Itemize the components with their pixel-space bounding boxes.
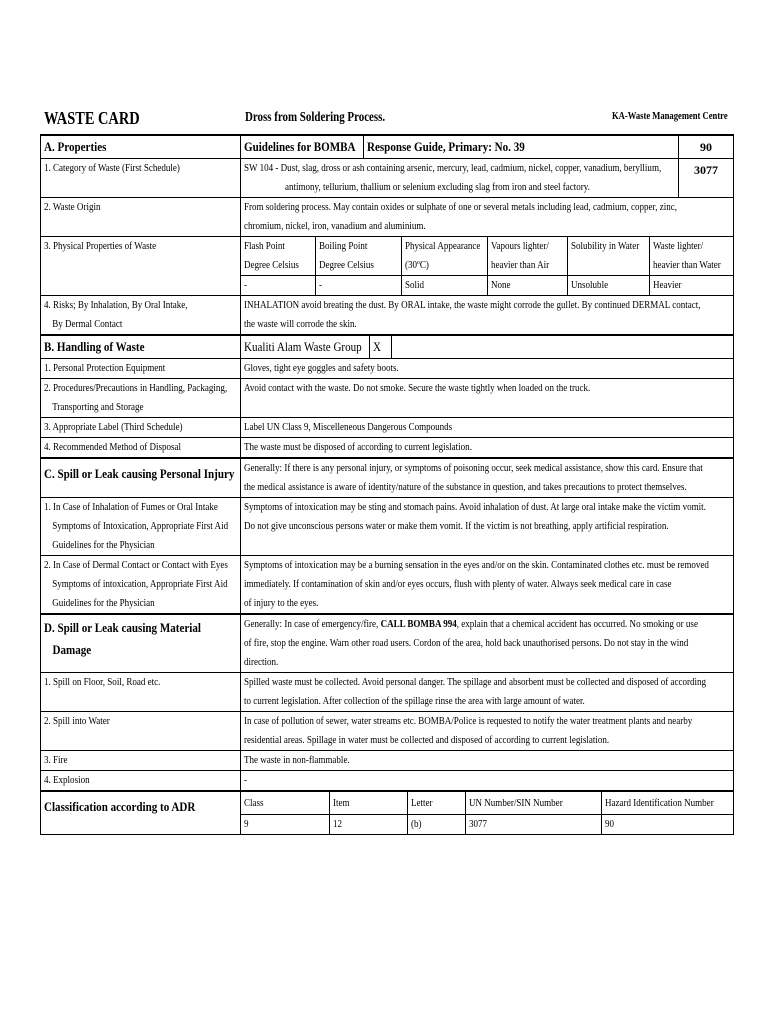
flash-point-header: Flash Point bbox=[244, 240, 285, 252]
procedures-row bbox=[41, 379, 734, 418]
category-label: 1. Category of Waste (First Schedule) bbox=[44, 162, 180, 174]
response-guide-label: Response Guide, Primary: No. 39 bbox=[366, 139, 525, 154]
category-line-2: antimony, tellurium, thallium or selenium excluding slag from iron and steel factory. bbox=[285, 181, 590, 193]
appearance-value: Solid bbox=[404, 279, 424, 291]
origin-row bbox=[41, 198, 734, 237]
organization-name: KA-Waste Management Centre bbox=[612, 110, 728, 122]
boiling-point-header: Boiling Point bbox=[318, 240, 367, 252]
damage-general-line-2: of fire, stop the engine. Warn other road users. Cordon of the area, hold back unauthorised persons. Do not stay in the wind bbox=[244, 637, 689, 649]
section-b-title: B. Handling of Waste bbox=[44, 339, 145, 354]
adr-title: Classification according to ADR bbox=[44, 799, 196, 814]
spill-water-label: 2. Spill into Water bbox=[44, 715, 110, 727]
dermal-line-2: immediately. If contamination of skin and/or eyes occurs, flush with plenty of water. Always seek medical care in case bbox=[244, 578, 672, 590]
solubility-header: Solubility in Water bbox=[570, 240, 639, 252]
vapours-header: Vapours lighter/ bbox=[490, 240, 549, 252]
procedures-value: Avoid contact with the waste. Do not smoke. Secure the waste tightly when loaded on the truck. bbox=[244, 382, 591, 394]
waste-density-header-2: heavier than Water bbox=[652, 259, 721, 271]
bomba-call-number: CALL BOMBA 994 bbox=[380, 618, 457, 630]
waste-group-label: Kualiti Alam Waste Group bbox=[244, 339, 362, 354]
procedures-label-1: 2. Procedures/Precautions in Handling, Packaging, bbox=[44, 382, 228, 394]
label-label: 3. Appropriate Label (Third Schedule) bbox=[44, 421, 183, 433]
code-3077: 3077 bbox=[694, 163, 718, 177]
dermal-line-1: Symptoms of intoxication may be a burning sensation in the eyes and/or on the skin. Contaminated clothes etc. must be removed bbox=[244, 559, 709, 571]
adr-row bbox=[41, 791, 734, 835]
adr-class-value: 9 bbox=[244, 818, 249, 830]
damage-general-line-1 bbox=[244, 615, 730, 634]
risks-line-1: INHALATION avoid breating the dust. By ORAL intake, the waste might corrode the gullet. By continued DERMAL contact, bbox=[244, 299, 701, 311]
label-value: Label UN Class 9, Miscelleneous Dangerous Compounds bbox=[244, 421, 453, 433]
spill-floor-line-1: Spilled waste must be collected. Avoid personal danger. The spillage and absorbent must be collected and disposed of according bbox=[244, 676, 707, 688]
code-90: 90 bbox=[700, 140, 712, 154]
adr-un-header: UN Number/SIN Number bbox=[468, 797, 563, 809]
adr-item-value: 12 bbox=[332, 818, 342, 830]
vapours-value: None bbox=[490, 279, 511, 291]
procedures-label-2: Transporting and Storage bbox=[52, 401, 144, 413]
disposal-value: The waste must be disposed of according to current legislation. bbox=[244, 441, 472, 453]
appearance-temp: (30ºC) bbox=[404, 259, 429, 271]
solubility-value: Unsoluble bbox=[570, 279, 608, 291]
section-a-title: A. Properties bbox=[44, 139, 107, 154]
fire-value: The waste in non-flammable. bbox=[244, 754, 350, 766]
waste-group-mark: X bbox=[372, 339, 381, 354]
spill-floor-row bbox=[41, 673, 734, 712]
ppe-row bbox=[41, 359, 734, 379]
damage-general-pre: Generally: In case of emergency/fire, bbox=[244, 618, 381, 630]
dermal-row bbox=[41, 556, 734, 615]
code-90-cell bbox=[679, 135, 734, 159]
explosion-label: 4. Explosion bbox=[44, 774, 90, 786]
guidelines-label: Guidelines for BOMBA bbox=[244, 139, 356, 154]
origin-line-1: From soldering process. May contain oxides or sulphate of one or several metals including lead, cadmium, copper, zinc, bbox=[244, 201, 677, 213]
section-d-title-1: D. Spill or Leak causing Material bbox=[44, 620, 201, 635]
fire-label: 3. Fire bbox=[44, 754, 68, 766]
ppe-value: Gloves, tight eye goggles and safety boots. bbox=[244, 362, 399, 374]
waste-name: Dross from Soldering Process. bbox=[245, 110, 386, 125]
spill-floor-line-2: to current legislation. After collection of the spillage rinse the area with large amount of water. bbox=[244, 695, 585, 707]
inhalation-label-1: 1. In Case of Inhalation of Fumes or Oral Intake bbox=[44, 501, 218, 513]
bomba-header-cell bbox=[241, 135, 679, 159]
category-row bbox=[41, 159, 734, 198]
section-c-header bbox=[41, 458, 734, 498]
section-d-header bbox=[41, 614, 734, 673]
injury-general-line-2: the medical assistance is aware of identity/nature of the substance in question, and takes precautions to protect themselves. bbox=[244, 481, 687, 493]
category-line-1: SW 104 - Dust, slag, dross or ash containing arsenic, mercury, lead, cadmium, nickel, copper, vanadium, beryllium, bbox=[244, 162, 662, 174]
inhalation-row bbox=[41, 498, 734, 556]
disposal-label: 4. Recommended Method of Disposal bbox=[44, 441, 182, 453]
section-a-header bbox=[41, 135, 734, 159]
origin-label: 2. Waste Origin bbox=[44, 201, 101, 213]
adr-class-header: Class bbox=[244, 797, 264, 809]
boiling-point-unit: Degree Celsius bbox=[318, 259, 374, 271]
adr-letter-value: (b) bbox=[410, 818, 422, 830]
section-c-title: C. Spill or Leak causing Personal Injury bbox=[44, 466, 235, 481]
waste-card-table bbox=[40, 134, 734, 835]
spill-water-row bbox=[41, 712, 734, 751]
damage-general-post: , explain that a chemical accident has occurred. No smoking or use bbox=[456, 618, 698, 630]
fire-row bbox=[41, 751, 734, 771]
inhalation-label-2: Symptoms of Intoxication, Appropriate First Aid bbox=[52, 520, 229, 532]
dermal-label-1: 2. In Case of Dermal Contact or Contact with Eyes bbox=[44, 559, 228, 571]
spill-floor-label: 1. Spill on Floor, Soil, Road etc. bbox=[44, 676, 161, 688]
explosion-row bbox=[41, 771, 734, 792]
inhalation-line-1: Symptoms of intoxication may be sting and stomach pains. Avoid inhalation of dust. At large oral intake make the victim vomit. bbox=[244, 501, 706, 513]
physical-properties-table bbox=[241, 237, 733, 295]
waste-density-value: Heavier bbox=[652, 279, 682, 291]
adr-letter-header: Letter bbox=[410, 797, 433, 809]
section-a-title-cell bbox=[41, 135, 241, 159]
risks-label-2: By Dermal Contact bbox=[52, 318, 123, 330]
origin-line-2: chromium, nickel, iron, vanadium and aluminium. bbox=[244, 220, 426, 232]
card-title: WASTE CARD bbox=[44, 108, 140, 128]
flash-point-unit: Degree Celsius bbox=[244, 259, 299, 271]
waste-density-header: Waste lighter/ bbox=[652, 240, 703, 252]
spill-water-line-2: residential areas. Spillage in water must be collected and disposed of according to current legislation. bbox=[244, 734, 610, 746]
physical-label: 3. Physical Properties of Waste bbox=[44, 240, 157, 252]
dermal-label-3: Guidelines for the Physician bbox=[52, 597, 155, 609]
adr-item-header: Item bbox=[332, 797, 350, 809]
dermal-label-2: Symptoms of intoxication, Appropriate First Aid bbox=[52, 578, 228, 590]
spill-water-line-1: In case of pollution of sewer, water streams etc. BOMBA/Police is requested to notify the water treatment plants and nearby bbox=[244, 715, 693, 727]
explosion-value: - bbox=[244, 774, 248, 786]
appearance-header: Physical Appearance bbox=[404, 240, 480, 252]
dermal-line-3: of injury to the eyes. bbox=[244, 597, 319, 609]
flash-point-value: - bbox=[244, 279, 248, 291]
vapours-header-2: heavier than Air bbox=[490, 259, 549, 271]
inhalation-label-3: Guidelines for the Physician bbox=[52, 539, 155, 551]
adr-un-value: 3077 bbox=[468, 818, 487, 830]
inhalation-line-2: Do not give unconscious persons water or make them vomit. If the victim is not breathing, apply artificial respiration. bbox=[244, 520, 669, 532]
injury-general-line-1: Generally: If there is any personal injury, or symptoms of poisoning occur, seek medical assistance, show this card. Ensure that bbox=[244, 462, 703, 474]
disposal-row bbox=[41, 438, 734, 459]
risks-label-1: 4. Risks; By Inhalation, By Oral Intake, bbox=[44, 299, 188, 311]
adr-hazard-value: 90 bbox=[604, 818, 614, 830]
label-row bbox=[41, 418, 734, 438]
code-3077-cell bbox=[679, 159, 734, 198]
section-d-title-2: Damage bbox=[52, 642, 92, 657]
damage-general-line-3: direction. bbox=[244, 656, 279, 668]
ppe-label: 1. Personal Protection Equipment bbox=[44, 362, 166, 374]
physical-row bbox=[41, 237, 734, 296]
boiling-point-value: - bbox=[318, 279, 322, 291]
adr-table bbox=[241, 792, 733, 834]
adr-hazard-header: Hazard Identification Number bbox=[604, 797, 714, 809]
risks-row bbox=[41, 296, 734, 336]
risks-line-2: the waste will corrode the skin. bbox=[244, 318, 357, 330]
section-b-header bbox=[41, 335, 734, 359]
